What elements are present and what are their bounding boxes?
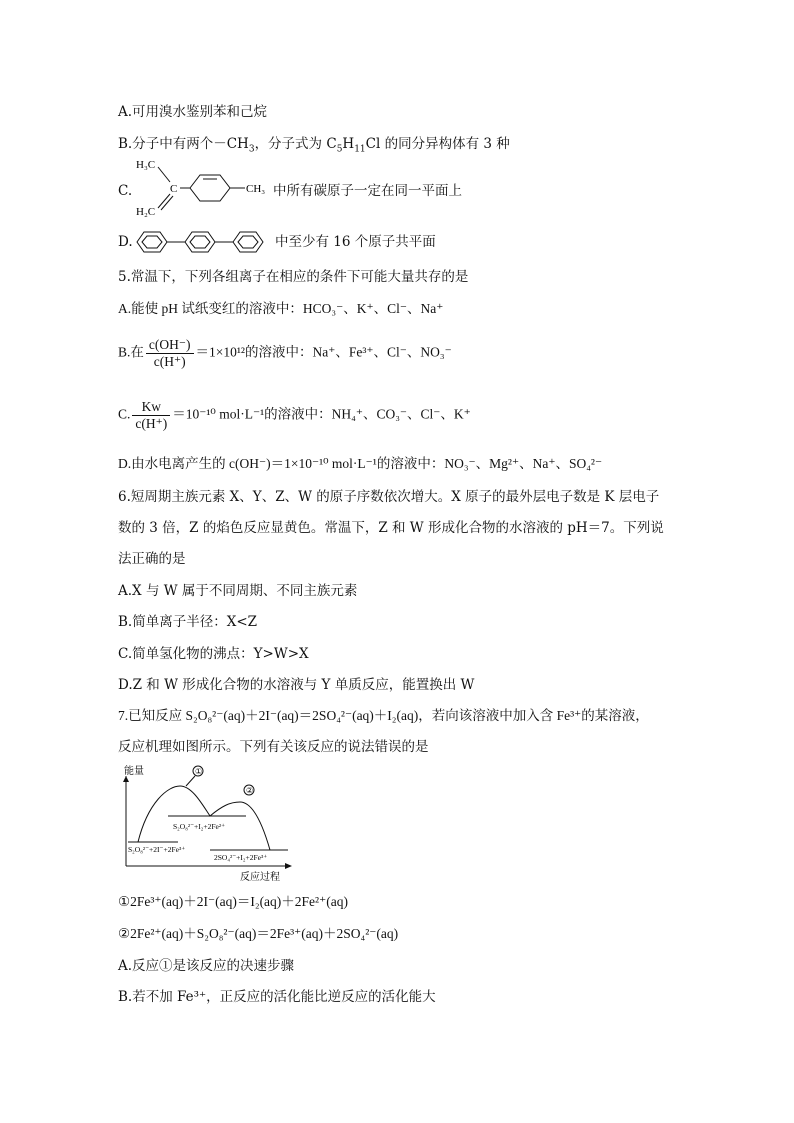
peak-1-label: ① [195,767,203,776]
option-5b [118,337,452,370]
x-axis-label: 反应过程 [240,872,280,883]
option-4c-text: 中所有碳原子一定在同一平面上 [273,183,462,199]
option-4a: A.可用溴水鉴别苯和己烷 [118,104,268,120]
option-4d-text: 中至少有 16 个原子共平面 [275,234,436,250]
option-4c-label: C. [118,183,133,199]
option-6d: D.Z 和 W 形成化合物的水溶液与 Y 单质反应，能置换出 W [118,677,475,693]
level-start-label: S₂O₈²⁻+2I⁻+2Fe³⁺ [128,845,186,854]
option-4d-label: D. [118,234,133,250]
fraction-kw-h [132,399,170,432]
question-6-stem-1: 6.短周期主族元素 X、Y、Z、W 的原子序数依次增大。X 原子的最外层电子数是 K 层电子 [118,489,660,505]
fraction-numerator: Kw [132,399,170,416]
H-letter: H [342,136,355,152]
question-6-stem-3: 法正确的是 [118,551,186,567]
level-end-label: 2SO₄²⁻+I₂+2Fe³⁺ [214,853,268,862]
question-5-stem: 5.常温下，下列各组离子在相应的条件下可能大量共存的是 [118,269,469,285]
option-5a: A.能使 pH 试纸变红的溶液中：HCO₃⁻、K⁺、Cl⁻、Na⁺ [118,301,444,316]
option-6c: C.简单氢化物的沸点：Y>W>X [118,646,309,662]
option-5c [118,399,471,432]
sub-5: 5 [336,144,343,155]
sub-11: 11 [354,144,366,155]
h3c-text: H₃C [136,159,156,171]
level-mid-label: S₂O₈²⁻+I₂+2Fe²⁺ [173,822,226,831]
option-5c-pre: C. [118,406,131,422]
ch3-text: CH₃ [246,183,266,195]
equation-2: ②2Fe²⁺(aq)＋S₂O₈²⁻(aq)＝2Fe³⁺(aq)＋2SO₄²⁻(aq) [118,926,399,941]
peak-2-label: ② [246,786,254,795]
sub-3: 3 [248,144,255,155]
option-5b-pre: B.在 [118,344,144,360]
fraction-denominator: c(H⁺) [153,354,186,369]
option-4b-post: Cl 的同分异构体有 3 种 [365,136,510,152]
option-7b: B.若不加 Fe³⁺，正反应的活化能比逆反应的活化能大 [118,989,436,1005]
fraction-oh-h [146,337,194,370]
option-5c-post: ＝10⁻¹⁰ mol·L⁻¹的溶液中：NH₄⁺、CO₃⁻、Cl⁻、K⁺ [172,406,471,422]
option-5b-post: ＝1×10¹²的溶液中：Na⁺、Fe³⁺、Cl⁻、NO₃⁻ [195,344,452,360]
option-4b-pre: B.分子中有两个－CH [118,136,249,152]
question-6-stem-2: 数的 3 倍，Z 的焰色反应显黄色。常温下，Z 和 W 形成化合物的水溶液的 pH＝7。下列说 [118,520,664,536]
methylstyrene-structure [130,152,280,222]
option-6a: A.X 与 W 属于不同周期、不同主族元素 [118,583,358,599]
y-axis-label: 能量 [124,766,144,777]
option-5d: D.由水电离产生的 c(OH⁻)＝1×10⁻¹⁰ mol·L⁻¹的溶液中：NO₃⁻、Mg²⁺、Na⁺、SO₄²⁻ [118,456,603,471]
c-text: C [170,183,178,195]
energy-diagram [118,762,298,884]
h2c-text: H₂C [136,206,156,218]
question-7-stem-1: 7.已知反应 S₂O₈²⁻(aq)＋2I⁻(aq)＝2SO₄²⁻(aq)＋I₂(aq)，若向该溶液中加入含 Fe³⁺的某溶液， [118,708,649,723]
question-7-stem-2: 反应机理如图所示。下列有关该反应的说法错误的是 [118,739,429,755]
option-7a: A.反应①是该反应的决速步骤 [118,958,295,974]
equation-1: ①2Fe³⁺(aq)＋2I⁻(aq)＝I₂(aq)＋2Fe²⁺(aq) [118,894,348,909]
fraction-numerator: c(OH⁻) [146,337,194,354]
option-6b: B.简单离子半径：X<Z [118,614,258,630]
terphenyl-structure [133,228,275,256]
fraction-denominator: c(H⁺) [135,416,168,431]
option-4b-mid: ，分子式为 C [254,136,337,152]
